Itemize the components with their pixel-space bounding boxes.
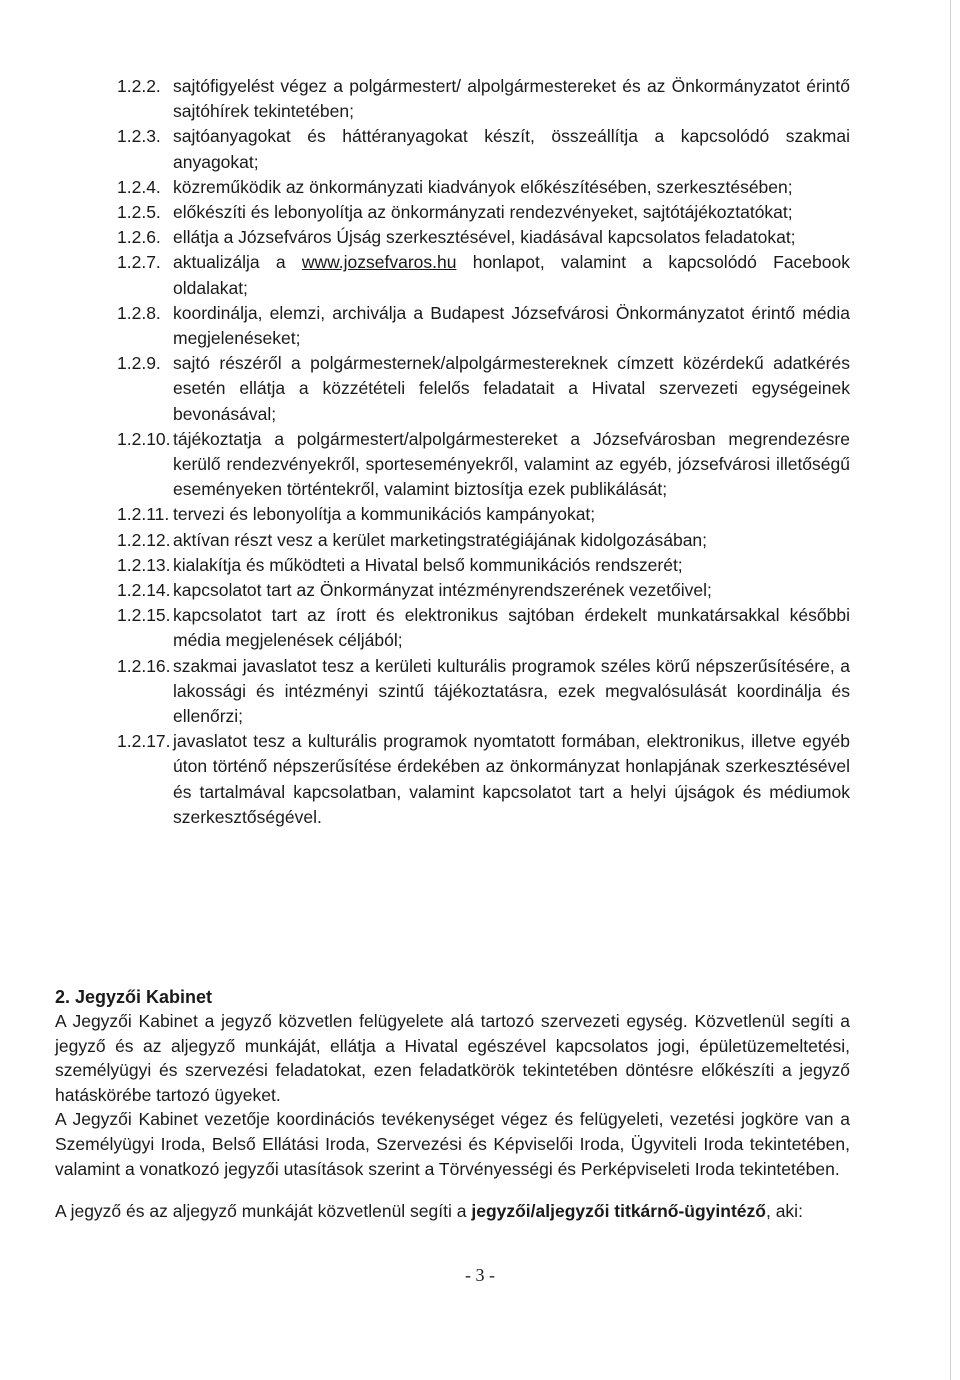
item-number: 1.2.7. [117, 252, 161, 273]
item-number: 1.2.13. [117, 554, 171, 575]
paragraph-text-before: A jegyző és az aljegyző munkáját közvetlenül segíti a [55, 1201, 472, 1222]
item-text: tervezi és lebonyolítja a kommunikációs kampányokat; [173, 504, 596, 525]
item-number: 1.2.3. [117, 126, 161, 147]
website-link[interactable]: www.jozsefvaros.hu [301, 252, 457, 273]
role-title: jegyzői/aljegyzői titkárnő-ügyintéző [471, 1201, 766, 1222]
item-number: 1.2.17. [117, 731, 171, 752]
section-paragraph [55, 1199, 850, 1224]
list-item [117, 603, 850, 653]
item-text: közreműködik az önkormányzati kiadványok előkészítésében, szerkesztésében; [173, 176, 793, 197]
item-text: tájékoztatja a polgármestert/alpolgármestereket a Józsefvárosban megrendezésre kerülő rendezvényekről, sporteseményekről, valamint az egyéb, józsefvárosi illetőségű eseményeken történtekről, valamint biztosítja ezek publikálását; [173, 428, 850, 500]
item-text: kapcsolatot tart az írott és elektronikus sajtóban érdekelt munkatársakkal későbbi média megjelenések céljából; [173, 605, 850, 651]
list-item [117, 175, 850, 200]
list-item [117, 553, 850, 578]
task-list [117, 74, 850, 830]
item-number: 1.2.4. [117, 176, 161, 197]
item-text: sajtóanyagokat és háttéranyagokat készít, összeállítja a kapcsolódó szakmai anyagokat; [173, 126, 850, 172]
item-text-before: aktualizálja a [173, 252, 302, 273]
page-number: - 3 - [465, 1265, 495, 1285]
paragraph-text-after: , aki: [765, 1201, 803, 1222]
section-paragraph: A Jegyzői Kabinet vezetője koordinációs tevékenységet végez és felügyeleti, vezetési jogköre van a Személyügyi Iroda, Belső Ellátási Iroda, Szervezési és Képviselői Iroda, Ügyviteli Iroda tekintetében, valamint a vonatkozó jegyzői utasítások szerint a Törvényességi és Perképviseleti Iroda tekintetében. [55, 1109, 850, 1179]
section-jegyzoi-kabinet [55, 985, 850, 1224]
item-text: kialakítja és működteti a Hivatal belső kommunikációs rendszerét; [173, 554, 683, 575]
item-text-after: honlapot, valamint a kapcsolódó Facebook oldalakat; [173, 252, 850, 298]
list-item [117, 74, 850, 124]
item-text: sajtófigyelést végez a polgármestert/ alpolgármestereket és az Önkormányzatot érintő sajtóhírek tekintetében; [173, 76, 850, 122]
item-text: koordinálja, elemzi, archiválja a Budapest Józsefvárosi Önkormányzatot érintő média megjelenéseket; [173, 302, 850, 349]
item-text [173, 250, 850, 300]
item-number: 1.2.15. [117, 605, 171, 626]
item-text: javaslatot tesz a kulturális programok nyomtatott formában, elektronikus, illetve egyéb úton történő népszerűsítése érdekében az önkormányzat honlapjának szerkesztésével és tartalmával kapcsolatban, valamint kapcsolatot tart a helyi újságok és médiumok szerkesztőségével. [173, 731, 850, 827]
section-heading: 2. Jegyzői Kabinet [55, 987, 213, 1007]
item-text: ellátja a Józsefváros Újság szerkesztésével, kiadásával kapcsolatos feladatokat; [173, 227, 796, 248]
section-paragraph: A Jegyzői Kabinet a jegyző közvetlen felügyelete alá tartozó szervezeti egység. Közvetlenül segíti a jegyző és az aljegyző munkáját, ellátja a Hivatal egészével kapcsolatos jogi, épületüzemeltetési, személyügyi és szervezési feladatokat, ezen feladatkörök tekintetében döntésre előkészíti a jegyző hatáskörébe tartozó ügyeket. [55, 1011, 850, 1105]
list-item [117, 225, 850, 250]
list-item [117, 654, 850, 730]
item-text: kapcsolatot tart az Önkormányzat intézményrendszerének vezetőivel; [173, 580, 712, 601]
item-number: 1.2.14. [117, 580, 171, 601]
item-number: 1.2.2. [117, 76, 161, 96]
list-item [117, 502, 850, 527]
list-item [117, 427, 850, 503]
list-item [117, 528, 850, 553]
item-text: szakmai javaslatot tesz a kerületi kulturális programok széles körű népszerűsítésére, a lakossági és intézményi szintű tájékoztatásra, ezek megvalósulását koordinálja és ellenőrzi; [173, 655, 850, 727]
item-text: sajtó részéről a polgármesternek/alpolgármestereknek címzett közérdekű adatkérés esetén ellátja a közzétételi felelős feladatait a Hivatal szervezeti egységeinek bevonásával; [173, 353, 850, 424]
list-item [117, 200, 850, 225]
item-number: 1.2.5. [117, 202, 161, 223]
item-text: előkészíti és lebonyolítja az önkormányzati rendezvényeket, sajtótájékoztatókat; [173, 202, 793, 223]
list-item [117, 124, 850, 174]
item-number: 1.2.12. [117, 529, 171, 550]
item-number: 1.2.10. [117, 428, 171, 449]
list-item [117, 250, 850, 300]
item-number: 1.2.6. [117, 227, 161, 248]
scan-edge-line [950, 0, 951, 1380]
item-number: 1.2.11. [117, 504, 170, 525]
list-item [117, 729, 850, 830]
item-number: 1.2.8. [117, 302, 161, 323]
list-item [117, 351, 850, 427]
list-item [117, 301, 850, 351]
list-item [117, 578, 850, 603]
item-text: aktívan részt vesz a kerület marketingstratégiájának kidolgozásában; [173, 529, 708, 550]
item-number: 1.2.16. [117, 655, 171, 676]
item-number: 1.2.9. [117, 353, 161, 374]
